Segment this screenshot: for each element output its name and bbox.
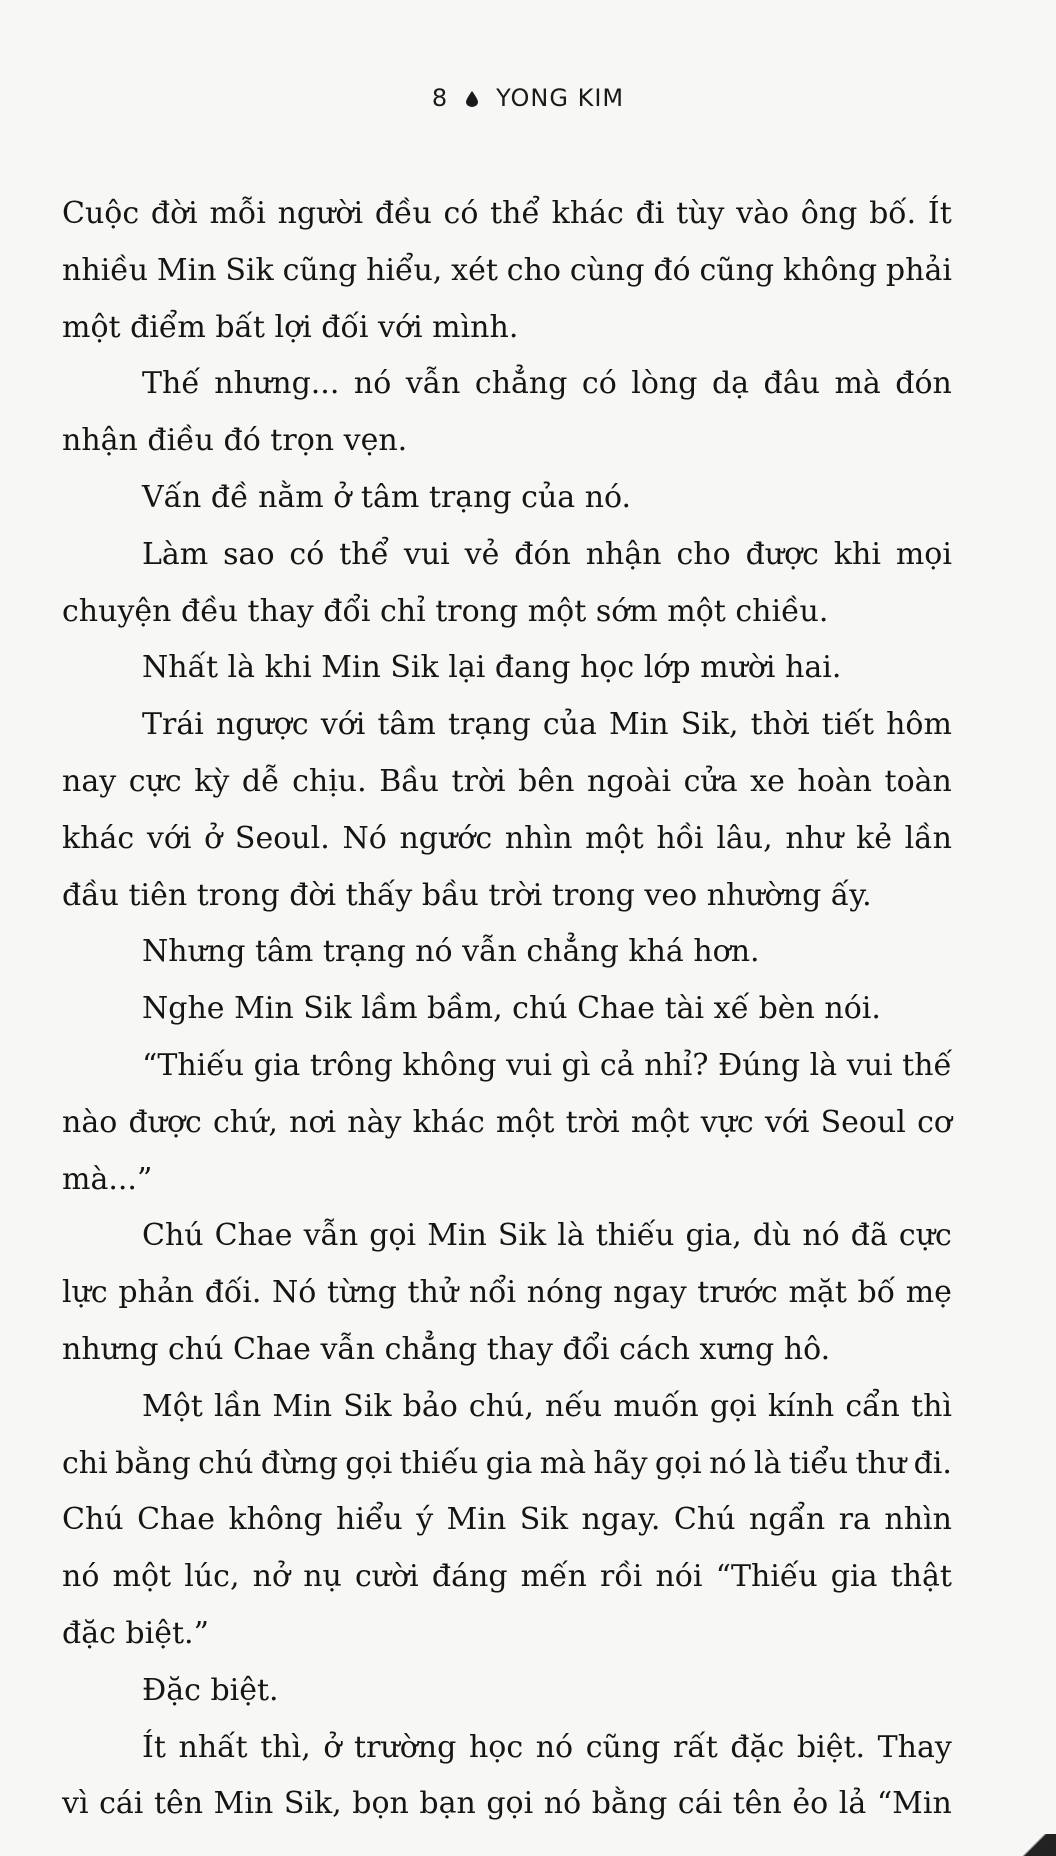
word: cẩn xyxy=(845,1388,900,1424)
word: thì xyxy=(911,1388,952,1424)
word: bằng xyxy=(591,1786,668,1822)
word: lòng xyxy=(631,366,698,402)
word: vẻ xyxy=(464,536,500,572)
text-line: nhận điều đó trọn vẹn. xyxy=(62,423,408,459)
word: có xyxy=(581,366,617,402)
word: ở xyxy=(204,820,223,856)
word: phản xyxy=(118,1275,195,1311)
word: trường xyxy=(354,1729,457,1765)
word: cực xyxy=(128,763,182,799)
word: khác xyxy=(412,1104,485,1140)
word: nổi xyxy=(468,1275,517,1311)
word: chú xyxy=(198,1445,254,1481)
word: Sik, xyxy=(680,707,739,743)
word: trông xyxy=(309,1047,393,1083)
word: Min xyxy=(156,252,217,288)
word: nó xyxy=(543,1786,582,1822)
word: kính xyxy=(767,1388,835,1424)
word: một xyxy=(495,1104,555,1140)
word: thể xyxy=(339,536,389,572)
text-line xyxy=(62,1095,952,1152)
word: Min xyxy=(272,1388,333,1424)
word: là xyxy=(809,1047,838,1083)
page-number: 8 xyxy=(431,84,449,112)
word: lực xyxy=(62,1275,108,1311)
text-line xyxy=(62,1720,952,1777)
word: gọi xyxy=(486,1786,534,1822)
word: bảo xyxy=(402,1388,458,1424)
text-line: Nhất là khi Min Sik lại đang học lớp mười hai. xyxy=(142,650,842,686)
word: khác xyxy=(551,196,624,231)
word: mỗi xyxy=(209,196,266,231)
word: gia xyxy=(485,1445,533,1481)
text-line xyxy=(62,1492,952,1549)
text-line: Nhưng tâm trạng nó vẫn chẳng khá hơn. xyxy=(142,934,760,970)
word: chẳng xyxy=(474,366,568,402)
word: này xyxy=(347,1104,402,1140)
word: nhỉ? xyxy=(644,1047,709,1083)
word: mẹ xyxy=(905,1275,952,1311)
word: gọi xyxy=(709,1388,757,1424)
word: sao xyxy=(223,536,275,572)
word: thiếu xyxy=(595,1218,675,1254)
word: dạ xyxy=(711,366,750,402)
text-line xyxy=(62,1776,952,1833)
word: nói xyxy=(655,1559,703,1595)
word: bọn xyxy=(352,1786,409,1822)
word: đâu xyxy=(763,366,820,402)
word: cho xyxy=(676,536,731,572)
text-line xyxy=(62,1208,952,1265)
word: Min xyxy=(213,1786,274,1822)
word: Một xyxy=(142,1388,203,1424)
word: thiếu xyxy=(399,1445,479,1481)
word: hoàn xyxy=(797,763,872,799)
word: xét xyxy=(451,252,498,288)
word: đáng xyxy=(431,1559,508,1595)
text-line: một điểm bất lợi đối với mình. xyxy=(62,309,519,345)
word: vẫn xyxy=(405,366,461,402)
word: nào xyxy=(62,1104,118,1140)
word: đừng xyxy=(260,1445,338,1481)
word: tên xyxy=(732,1786,782,1822)
word: đi xyxy=(635,196,665,231)
text-line: mà...” xyxy=(62,1161,153,1197)
word: Cuộc xyxy=(62,196,140,231)
word: hiểu xyxy=(336,1502,403,1538)
word: ẻo xyxy=(792,1786,829,1822)
word: cả xyxy=(599,1047,635,1083)
text-line: Vấn đề nằm ở tâm trạng của nó. xyxy=(142,479,632,515)
text-line xyxy=(62,1265,952,1322)
text-line: Đặc biệt. xyxy=(142,1672,279,1708)
word: ông xyxy=(800,196,858,231)
word: vì xyxy=(62,1786,89,1822)
word: thế xyxy=(902,1047,952,1083)
word: gia xyxy=(253,1047,301,1083)
text-line xyxy=(62,754,952,811)
text-line xyxy=(62,811,952,868)
word: thời xyxy=(750,707,810,743)
word: cửa xyxy=(683,763,738,799)
word: nay xyxy=(62,763,117,799)
word: Ít xyxy=(142,1729,166,1765)
word: mọi xyxy=(895,536,952,572)
word: rồi xyxy=(600,1559,643,1595)
word: đó xyxy=(653,252,691,288)
word: nhiều xyxy=(62,252,149,288)
word: Chú xyxy=(142,1218,204,1254)
word: bố xyxy=(857,1275,896,1311)
word: với xyxy=(764,1104,810,1140)
word: bạn xyxy=(419,1786,476,1822)
word: chi xyxy=(62,1445,108,1481)
word: Chae xyxy=(137,1502,215,1538)
word: nơi xyxy=(289,1104,337,1140)
text-line xyxy=(62,1436,952,1493)
word: bố. xyxy=(869,196,917,231)
word: thể xyxy=(490,196,540,231)
word: nó xyxy=(353,366,392,402)
word: nhận xyxy=(585,536,662,572)
text-line: chuyện đều thay đổi chỉ trong một sớm một chiều. xyxy=(62,593,829,629)
word: xe xyxy=(750,763,785,799)
word: trời xyxy=(565,1104,620,1140)
word: có xyxy=(443,196,479,231)
word: ở xyxy=(323,1729,342,1765)
word: nóng xyxy=(526,1275,603,1311)
word: dễ xyxy=(241,763,280,799)
word: ngước xyxy=(399,820,493,856)
word: đón xyxy=(514,536,571,572)
word: với xyxy=(146,820,192,856)
text-line xyxy=(62,527,952,584)
text-line: đặc biệt.” xyxy=(62,1615,209,1651)
drop-icon xyxy=(466,91,478,107)
word: chú, xyxy=(468,1388,534,1424)
word: khi xyxy=(833,536,881,572)
text-line xyxy=(62,356,952,413)
word: thư xyxy=(855,1445,907,1481)
word: toàn xyxy=(884,763,952,799)
word: cái xyxy=(99,1786,144,1822)
word: Trái xyxy=(142,707,204,743)
text-line xyxy=(62,1549,952,1606)
word: gọi xyxy=(654,1445,702,1481)
word: gia, xyxy=(685,1218,742,1254)
word: Thế xyxy=(142,366,200,402)
word: cơ xyxy=(917,1104,952,1140)
text-line xyxy=(62,1379,952,1436)
word: không xyxy=(402,1047,497,1083)
text-line xyxy=(62,697,952,754)
word: ngoài xyxy=(586,763,672,799)
word: Sik xyxy=(497,1218,547,1254)
word: Sik, xyxy=(283,1786,342,1822)
word: nó xyxy=(535,1729,574,1765)
word: ngược xyxy=(215,707,309,743)
word: kỳ xyxy=(194,763,230,799)
word: lần xyxy=(904,820,952,856)
word: Ít xyxy=(927,196,952,231)
word: Min xyxy=(446,1502,507,1538)
word: cùng xyxy=(569,252,645,288)
word: bên xyxy=(518,763,575,799)
word: Chú xyxy=(62,1502,124,1538)
body-text xyxy=(62,186,952,1833)
word: muốn xyxy=(613,1388,699,1424)
word: đối. xyxy=(204,1275,262,1311)
word: một xyxy=(630,1104,690,1140)
word: hiểu, xyxy=(366,252,443,288)
word: cực xyxy=(898,1218,952,1254)
word: Sik xyxy=(519,1502,569,1538)
word: với xyxy=(320,707,366,743)
word: gì xyxy=(561,1047,591,1083)
word: người xyxy=(277,196,364,231)
word: thử xyxy=(407,1275,459,1311)
word: đi. xyxy=(913,1445,952,1481)
word: được xyxy=(745,536,819,572)
text-line xyxy=(62,1038,952,1095)
word: ngay xyxy=(613,1275,687,1311)
word: khác xyxy=(62,820,135,856)
word: Min xyxy=(427,1218,487,1254)
word: được xyxy=(128,1104,202,1140)
word: tâm xyxy=(377,707,436,743)
word: hồi xyxy=(656,820,704,856)
word: Làm xyxy=(142,536,209,572)
word: nó xyxy=(709,1445,747,1481)
word: Seoul xyxy=(820,1104,906,1140)
word: lả xyxy=(838,1786,867,1822)
word: nở xyxy=(252,1559,291,1595)
word: phải xyxy=(885,252,952,288)
word: lần xyxy=(213,1388,262,1424)
word: cho xyxy=(506,252,561,288)
word: trước xyxy=(697,1275,778,1311)
word: Nó xyxy=(342,820,387,856)
word: mến xyxy=(520,1559,587,1595)
word: như xyxy=(785,820,844,856)
word: Nó xyxy=(272,1275,317,1311)
word: Sik xyxy=(343,1388,392,1424)
word: đều xyxy=(374,196,432,231)
word: Seoul. xyxy=(234,820,330,856)
word: lâu, xyxy=(716,820,773,856)
word: trời xyxy=(451,763,506,799)
word: hôm xyxy=(886,707,952,743)
word: học xyxy=(468,1729,524,1765)
word: nhưng... xyxy=(214,366,340,402)
word: vực xyxy=(700,1104,754,1140)
word: tiết xyxy=(821,707,874,743)
running-header xyxy=(0,84,1056,112)
text-line xyxy=(62,243,952,300)
word: nụ xyxy=(303,1559,342,1595)
word: bằng xyxy=(115,1445,191,1481)
word: Chae xyxy=(214,1218,293,1254)
word: thật xyxy=(890,1559,952,1595)
word: vào xyxy=(736,196,790,231)
word: không xyxy=(228,1502,323,1538)
word: không xyxy=(782,252,878,288)
text-line: đầu tiên trong đời thấy bầu trời trong veo nhường ấy. xyxy=(62,877,872,913)
word: nó xyxy=(802,1218,840,1254)
word: chứ, xyxy=(212,1104,278,1140)
word: từng xyxy=(326,1275,397,1311)
word: mặt xyxy=(788,1275,847,1311)
word: là xyxy=(557,1218,585,1254)
word: nhìn xyxy=(504,820,573,856)
word: Thay xyxy=(877,1729,952,1765)
word: ý xyxy=(416,1502,434,1538)
word: cũng xyxy=(699,252,775,288)
word: gia xyxy=(830,1559,878,1595)
word: có xyxy=(289,536,325,572)
word: của xyxy=(542,707,597,743)
author-name: YONG KIM xyxy=(496,84,625,112)
word: hãy xyxy=(593,1445,648,1481)
word: gọi xyxy=(345,1445,393,1481)
word: vui xyxy=(506,1047,552,1083)
word: kẻ xyxy=(856,820,892,856)
word: rất xyxy=(673,1729,718,1765)
word: lúc, xyxy=(184,1559,240,1595)
word: đón xyxy=(895,366,952,402)
text-line xyxy=(62,186,952,243)
word: ngẩn xyxy=(749,1502,826,1538)
word: cũng xyxy=(585,1729,661,1765)
word: dù xyxy=(752,1218,792,1254)
word: đời xyxy=(150,196,198,231)
word: vui xyxy=(403,536,450,572)
word: Bầu xyxy=(379,763,439,799)
page-edge-shadow xyxy=(1016,1834,1056,1856)
word: đã xyxy=(850,1218,888,1254)
word: cười xyxy=(354,1559,419,1595)
word: ngay. xyxy=(581,1502,661,1538)
word: tên xyxy=(153,1786,204,1822)
word: đặc xyxy=(730,1729,785,1765)
word: vui xyxy=(846,1047,893,1083)
text-line: nhưng chú Chae vẫn chẳng thay đổi cách xưng hô. xyxy=(62,1331,831,1367)
word: trạng xyxy=(447,707,531,743)
word: nếu xyxy=(545,1388,603,1424)
word: gọi xyxy=(369,1218,417,1254)
word: cái xyxy=(677,1786,723,1822)
word: nhất xyxy=(178,1729,248,1765)
word: ra xyxy=(838,1502,871,1538)
word: “Thiếu xyxy=(142,1047,245,1083)
word: nó xyxy=(62,1559,100,1595)
word: cũng xyxy=(282,252,358,288)
word: một xyxy=(112,1559,172,1595)
word: vẫn xyxy=(303,1218,359,1254)
word: mà xyxy=(834,366,881,402)
word: tùy xyxy=(676,196,725,231)
word: Min xyxy=(608,707,669,743)
word: chịu. xyxy=(292,763,367,799)
word: nhìn xyxy=(884,1502,952,1538)
word: Sik xyxy=(225,252,274,288)
word: “Thiếu xyxy=(715,1559,818,1595)
text-line: Nghe Min Sik lầm bầm, chú Chae tài xế bèn nói. xyxy=(142,991,881,1027)
word: Đúng xyxy=(718,1047,801,1083)
word: thì, xyxy=(260,1729,311,1765)
word: là xyxy=(753,1445,782,1481)
word: biệt. xyxy=(796,1729,866,1765)
word: một xyxy=(585,820,644,856)
word: mà xyxy=(539,1445,587,1481)
word: tiểu xyxy=(788,1445,849,1481)
word: Chú xyxy=(673,1502,736,1538)
word: “Min xyxy=(876,1786,952,1822)
